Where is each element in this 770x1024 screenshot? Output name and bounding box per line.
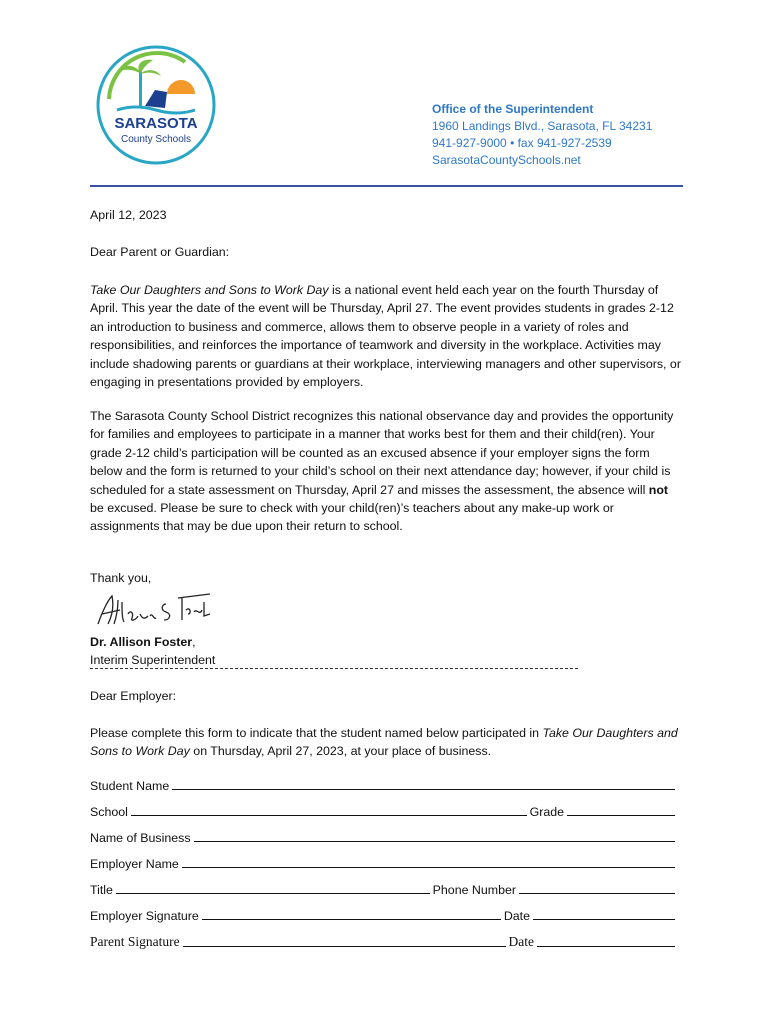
form-instructions-text-a: Please complete this form to indicate that the student named below participated in xyxy=(90,726,543,740)
signer-comma: , xyxy=(192,635,196,649)
event-name: Take Our Daughters and Sons to Work Day xyxy=(90,283,329,297)
office-website: SarasotaCountySchools.net xyxy=(432,153,581,167)
paragraph-2-text-b: be excused. Please be sure to check with your child(ren)’s teachers about any make-up work or assignments that may be due upon their return to school. xyxy=(90,501,614,534)
paragraph-1-text: is a national event held each year on the fourth Thursday of April. This year the date of the event will be Thursday, April 27. The event provides students in grades 2-12 an introduction to business and commerce, allows them to observe people in a variety of roles and responsibilities, and reinforces the importance of teamwork and diversity in the workplace. Activities may include shadowing parents or guardians at their workplace, interviewing managers and other supervisors, or engaging in presentations provided by employers. xyxy=(90,283,681,390)
form-greeting: Dear Employer: xyxy=(90,689,177,703)
parent-date-label: Date xyxy=(508,934,534,949)
title-row xyxy=(90,883,678,897)
letter-greeting: Dear Parent or Guardian: xyxy=(90,245,230,259)
parent-date-field[interactable] xyxy=(537,945,675,947)
header-divider xyxy=(90,185,683,187)
logo-name-top: SARASOTA xyxy=(114,115,198,132)
student-name-row xyxy=(90,779,678,793)
employer-signature-field[interactable] xyxy=(202,918,501,920)
office-address-block xyxy=(432,101,652,169)
phone-field[interactable] xyxy=(519,892,675,894)
employer-name-field[interactable] xyxy=(182,866,675,868)
employer-date-label: Date xyxy=(503,909,530,923)
logo-name-bottom: County Schools xyxy=(120,134,192,145)
school-field[interactable] xyxy=(131,814,527,816)
phone-label: Phone Number xyxy=(432,883,516,897)
superintendent-signature xyxy=(92,590,214,630)
office-address: 1960 Landings Blvd., Sarasota, FL 34231 xyxy=(432,119,653,133)
title-field[interactable] xyxy=(116,892,430,894)
signer-name: Dr. Allison Foster xyxy=(90,635,193,649)
logo-palm-trunk xyxy=(139,70,142,106)
letter-paragraph-1 xyxy=(90,281,685,391)
parent-signature-label: Parent Signature xyxy=(90,934,180,949)
employer-date-field[interactable] xyxy=(533,918,675,920)
paragraph-2-text-a: The Sarasota County School District recognizes this national observance day and provides the opportunity for families and employees to participate in a manner that works best for them and their child(ren). Your grade 2-12 child’s participation will be counted as an excused absence if your employer signs the form below and the form is returned to your child’s school on their next attendance day; however, if your child is scheduled for a state assessment on Thursday, April 27 and misses the assessment, the absence will xyxy=(90,409,674,497)
signer-block xyxy=(90,633,685,670)
parent-signature-field[interactable] xyxy=(183,945,506,947)
signer-title: Interim Superintendent xyxy=(90,653,216,668)
grade-field[interactable] xyxy=(567,814,675,816)
school-label: School xyxy=(90,805,128,819)
office-title: Office of the Superintendent xyxy=(432,102,594,116)
cut-line xyxy=(90,668,578,669)
grade-label: Grade xyxy=(529,805,564,819)
student-name-label: Student Name xyxy=(90,779,170,793)
form-event-name: Take Our Daughters and Sons to Work Day xyxy=(90,726,678,759)
office-phone: 941-927-9000 • fax 941-927-2539 xyxy=(432,136,612,150)
employer-signature-label: Employer Signature xyxy=(90,909,199,923)
parent-signature-row xyxy=(90,934,678,950)
title-label: Title xyxy=(90,883,113,897)
letter-closing: Thank you, xyxy=(90,571,152,585)
paragraph-2-emphasis: not xyxy=(648,482,669,497)
letter-paragraph-2 xyxy=(90,407,685,536)
business-label: Name of Business xyxy=(90,831,191,845)
letter-date: April 12, 2023 xyxy=(90,208,167,222)
form-instructions-text-b: on Thursday, April 27, 2023, at your place of business. xyxy=(189,744,492,759)
sarasota-county-schools-logo xyxy=(95,44,217,166)
employer-name-label: Employer Name xyxy=(90,857,179,871)
employer-name-row xyxy=(90,857,678,871)
form-instructions xyxy=(90,724,685,761)
school-row xyxy=(90,805,678,819)
student-name-field[interactable] xyxy=(172,788,675,790)
employer-signature-row xyxy=(90,909,678,923)
business-row xyxy=(90,831,678,845)
business-field[interactable] xyxy=(194,840,675,842)
